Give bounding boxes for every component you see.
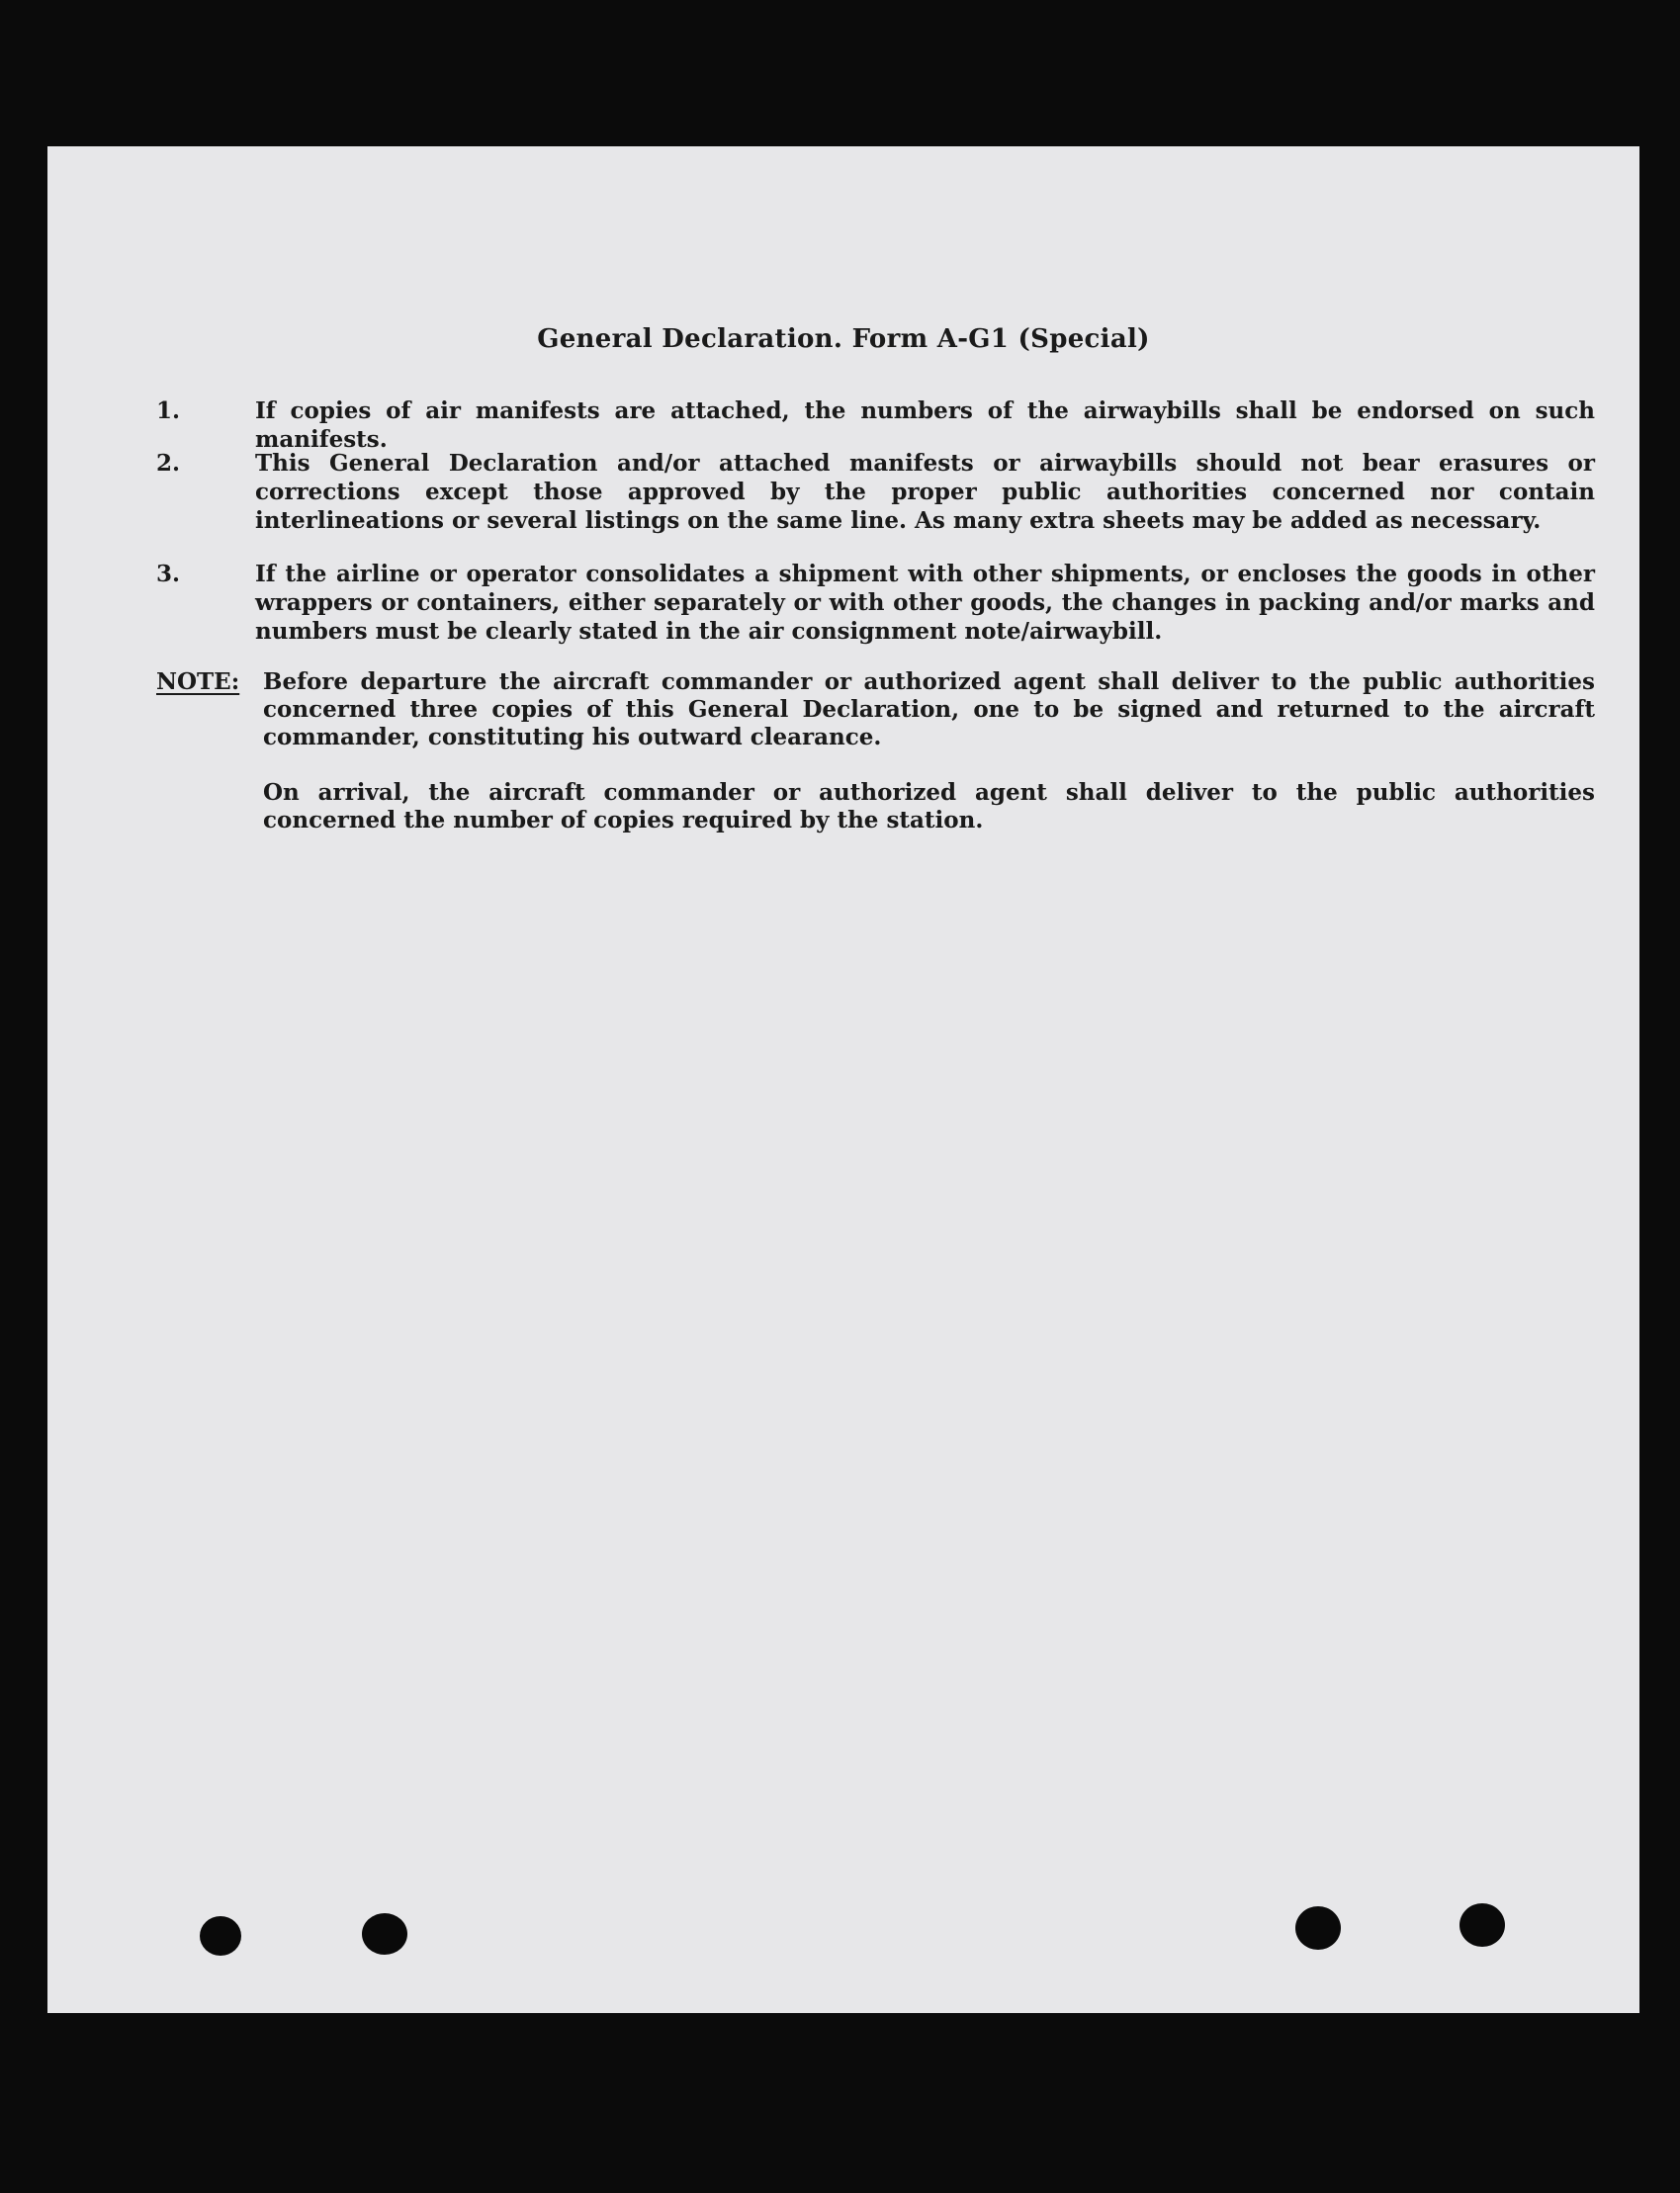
list-item (156, 396, 1595, 454)
document-page (47, 146, 1639, 2013)
list-item-text: If copies of air manifests are attached, the numbers of the airwaybills shall be endorsed on such manifests. (255, 397, 1595, 453)
punch-hole (362, 1913, 407, 1955)
list-item (156, 449, 1595, 535)
punch-hole (1295, 1906, 1341, 1950)
list-item-text: If the airline or operator consolidates a shipment with other shipments, or encloses the goods in other wrappers or containers, either separately or with other goods, the changes in packing and/or marks and numbers must be clearly stated in the air consignment note/airwaybill. (255, 561, 1595, 645)
list-item-number: 3. (156, 561, 181, 587)
list-item-text: This General Declaration and/or attached manifests or airwaybills should not bear erasures or corrections except those approved by the proper public authorities concerned nor contain interlineations or several listings on the same line. As many extra sheets may be added as necessary. (255, 450, 1595, 534)
punch-hole (1459, 1903, 1505, 1947)
note-paragraph: Before departure the aircraft commander or authorized agent shall deliver to the public authorities concerned three copies of this General Declaration, one to be signed and returned to the aircraft commander, constituting his outward clearance. (263, 668, 1595, 750)
list-item-number: 2. (156, 450, 181, 477)
note-label: NOTE: (156, 668, 240, 695)
note-paragraph: On arrival, the aircraft commander or authorized agent shall deliver to the public authorities concerned the number of copies required by the station. (263, 779, 1595, 833)
page-title: General Declaration. Form A-G1 (Special) (537, 324, 1150, 354)
punch-hole (200, 1916, 241, 1956)
list-item-number: 1. (156, 397, 181, 424)
list-item (156, 560, 1595, 646)
